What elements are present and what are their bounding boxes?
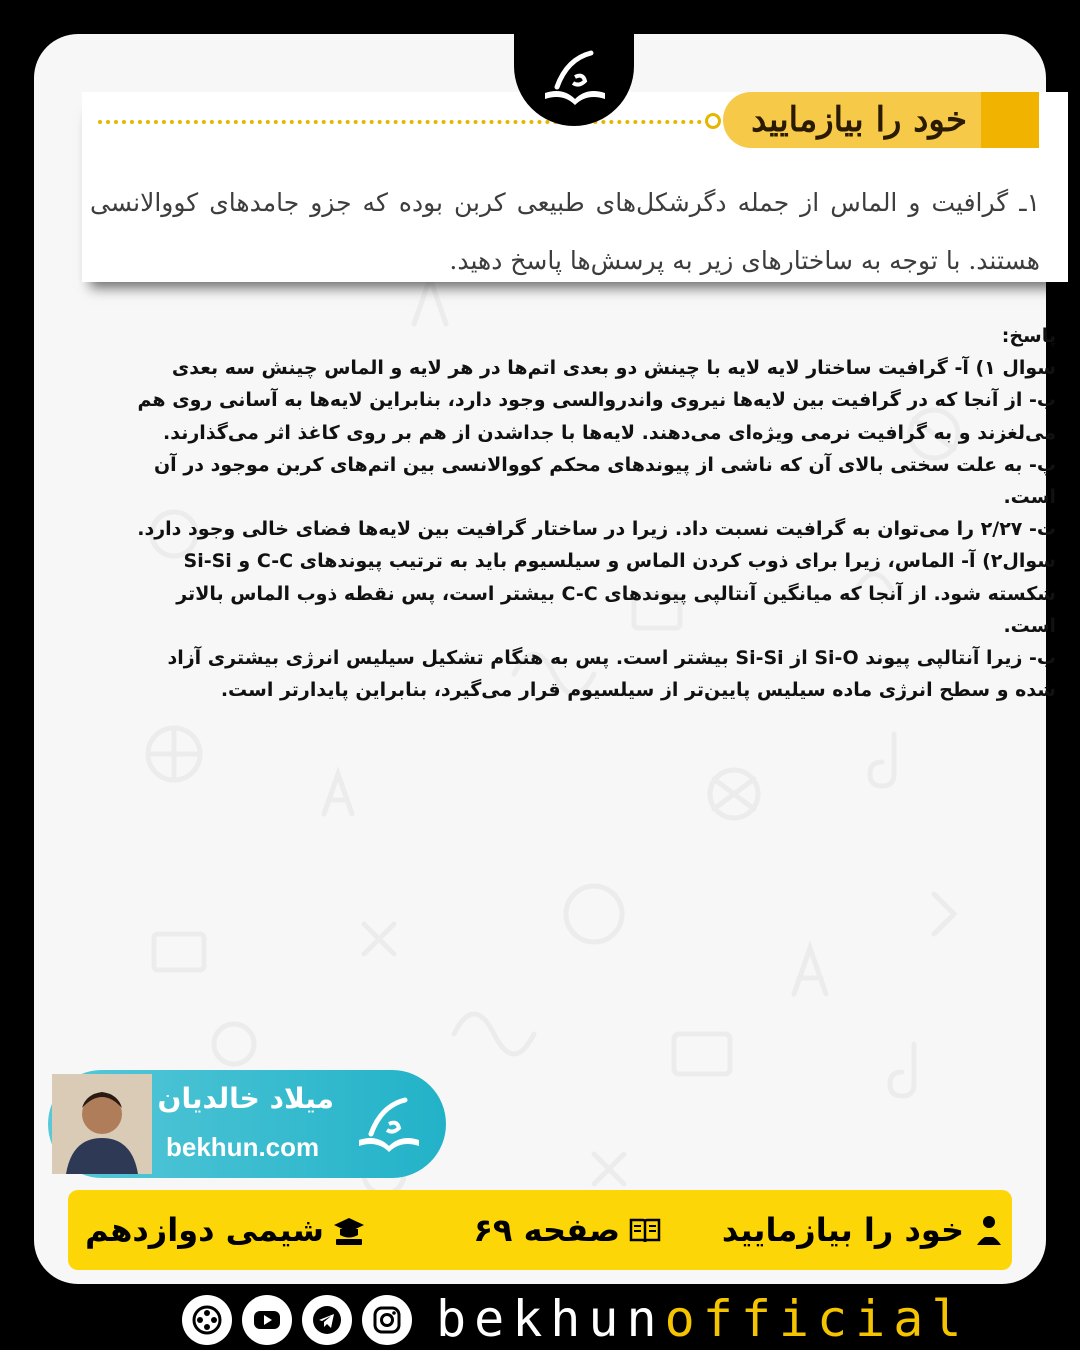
youtube-icon [252,1305,282,1335]
footer-section-label: خود را بیازمایید [721,1211,964,1249]
answer-line: پ- به علت سختی بالای آن که ناشی از پیوندهای محکم کووالانسی بین اتم‌های کربن موجود در آن [153,453,1056,476]
handle-part-2: official [664,1290,970,1348]
graduation-cap-icon [332,1213,366,1247]
title-dotted-line [98,120,710,124]
author-name: میلاد خالدیان [157,1082,334,1115]
instagram-icon [372,1305,402,1335]
avatar [52,1074,152,1174]
footer-section-item [722,1190,1006,1270]
author-badge [48,1070,446,1178]
answer-line: شده و سطح انرژی ماده سیلیس پایین‌تر از سیلسیوم قرار می‌گیرد، بنابراین پایدارتر است. [220,679,1056,702]
reels-icon [192,1305,222,1335]
social-handle [436,1288,969,1350]
reels-link[interactable] [182,1295,232,1345]
answer-line: است. [1003,486,1056,509]
answer-line: شکسته شود. از آنجا که میانگین آنتالپی پیوندهای C-C بیشتر است، پس نقطه ذوب الماس بالاتر [176,582,1056,605]
title-ring [705,113,721,129]
info-bar [68,1190,1012,1270]
answer-line: پاسخ: [1001,325,1056,347]
footer-page-label: صفحه ۶۹ [473,1211,620,1249]
section-title: خود را بیازمایید [751,100,967,140]
reader-icon [972,1213,1006,1247]
answer-block [100,320,1056,706]
answer-line: سوال۲) آ- الماس، زیرا برای ذوب کردن الماس و سیلسیوم باید به ترتیب پیوندهای C-C و Si-Si [183,550,1056,573]
answer-line: ت- ۲/۲۷ را می‌توان به گرافیت نسبت داد. زیرا در ساختار گرافیت بین لایه‌ها فضای خالی وجود دارد. [137,518,1056,541]
footer-page-item [473,1190,662,1270]
title-tag-edge [981,92,1039,148]
book-icon [628,1213,662,1247]
answer-line: است. [1003,614,1056,637]
answer-line: ب- زیرا آنتالپی پیوند Si-O از Si-Si بیشتر است. پس به هنگام تشکیل سیلیس انرژی بیشتری آزاد [167,647,1056,670]
footer-subject-label: شیمی دوازدهم [85,1211,324,1249]
footer-subject-item [85,1190,366,1270]
instagram-link[interactable] [362,1295,412,1345]
bekhun-logo-icon [348,1094,428,1158]
answer-line: سوال ۱) آ- گرافیت ساختار لایه لایه با چینش دو بعدی اتم‌ها در هر لایه و الماس چینش سه بعدی [171,357,1056,380]
section-title-tag [723,92,1039,148]
answer-line: ب- از آنجا که در گرافیت بین لایه‌ها نیروی واندروالسی وجود دارد، بنابراین لایه‌ها به آسانی روی هم [137,389,1056,412]
answer-line: می‌لغزند و به گرافیت نرمی ویژه‌ای می‌دهند. لایه‌ها با جداشدن از هم بر روی کاغذ اثر می‌گذارند. [163,421,1056,444]
social-links [182,1290,412,1350]
telegram-icon [312,1305,342,1335]
youtube-link[interactable] [242,1295,292,1345]
bekhun-logo-icon [535,47,613,111]
handle-part-1: bekhun [436,1290,665,1348]
person-icon [52,1074,152,1174]
telegram-link[interactable] [302,1295,352,1345]
author-website[interactable]: bekhun.com [166,1132,320,1162]
question-text: ۱ـ گرافیت و الماس از جمله دگرشکل‌های طبیعی کربن بوده که جزو جامدهای کووالانسی هستند. با توجه به ساختارهای زیر به پرسش‌ها پاسخ دهید. [90,188,1040,275]
